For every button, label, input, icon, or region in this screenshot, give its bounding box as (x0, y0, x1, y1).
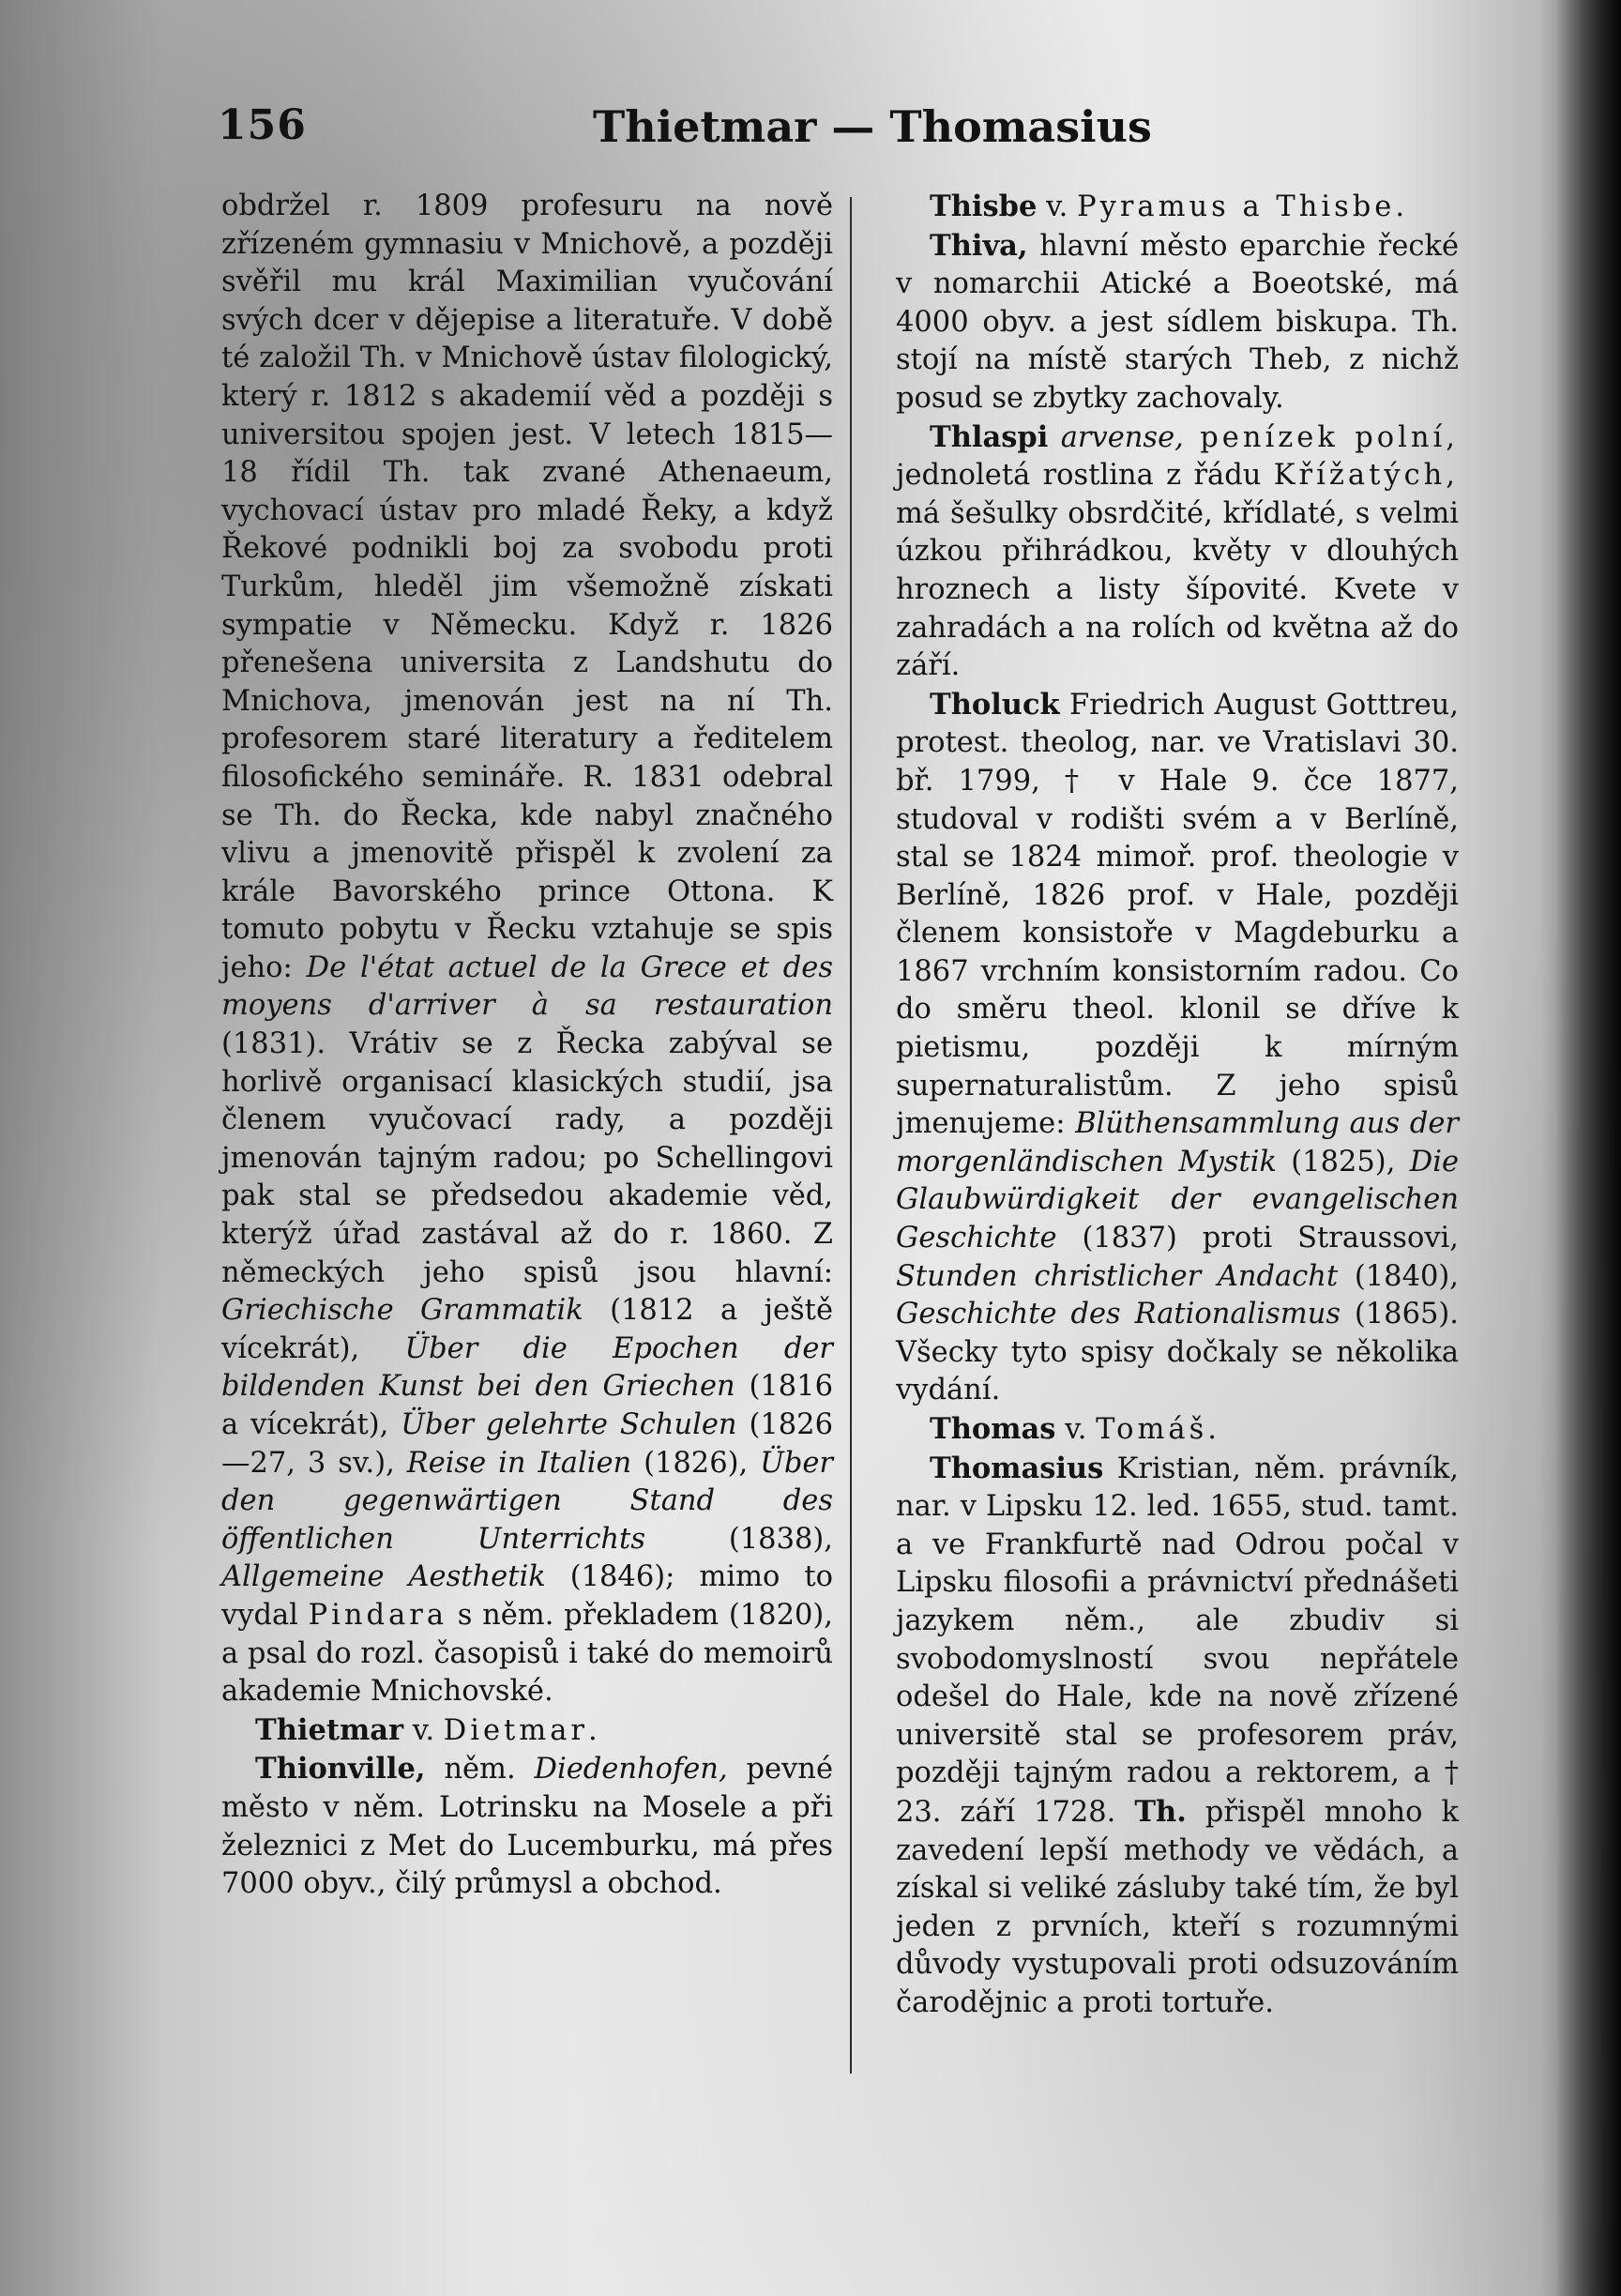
entry-text: má šešulky obsrdčité, křídlaté, s velmi úzkou přihrádkou, květy v dlouhých hroznech a listy šípovité. Kvete v zahradách a na rolích od května až do září. (896, 496, 1459, 683)
book-title: Über den gegenwärtigen Stand des öffentlichen Unterrichts (221, 1446, 833, 1556)
book-title: Blüthensammlung aus der morgenländischen Mystik (896, 1107, 1459, 1178)
entry-headword: Thomas (930, 1412, 1056, 1446)
spaced-name: penízek polní, (1183, 420, 1459, 454)
book-title: Über die Epochen der bildenden Kunst bei den Griechen (221, 1331, 833, 1404)
entry-thiva (896, 227, 1459, 418)
entry-text: jednoletá rostlina z řádu (896, 459, 1274, 493)
entry-text: hlavní město eparchie řecké v nomarchii Atické a Boeotské, má 4000 obyv. a jest sídlem biskupa. Th. stojí na místě starých Theb, z nichž posud se zbytky zachovaly. (896, 229, 1459, 415)
page-header (218, 101, 1156, 158)
right-column (896, 188, 1459, 2023)
entry-text: (1816 a vícekrát), (221, 1370, 833, 1441)
abbreviation: Th. (1134, 1794, 1187, 1829)
entry-text: . (1207, 1413, 1217, 1446)
entry-text: v. (403, 1713, 444, 1747)
entry-thiersch-continuation (221, 188, 833, 1711)
entry-text: pevné město v něm. Lotrinsku na Mosele a při železnici z Met do Lucemburku, má přes 7000 obyv., čilý průmysl a obchod. (221, 1753, 833, 1901)
entry-thlaspi (896, 418, 1459, 686)
cross-reference: Pyramus a Thisbe (1077, 190, 1396, 223)
cross-reference: Dietmar (443, 1713, 588, 1747)
column-divider (850, 197, 852, 2074)
entry-text: (1825), (1276, 1145, 1410, 1178)
entry-text: obdržel r. 1809 profesuru na nově zřízeném gymnasiu v Mnichově, a později svěřil mu král Maximilian vyučování svých dcer v dějepise a literatuře. V době té založil Th. v Mnichově ústav filologický, který r. 1812 s akademií věd a později s universitou spojen jest. V letech 1815—18 řídil Th. tak zvané Athenaeum, vychovací ústav pro mladé Řeky, a když Řekové podnikli boj za svobodu proti Turkům, hleděl jim všemožně získati sympatie v Německu. Když r. 1826 přenešena universita z Landshutu do Mnichova, jmenován jest na ní Th. profesorem staré literatury a ředitelem filosofického semináře. R. 1831 odebral se Th. do Řecka, kde nabyl značného vlivu a jmenovitě přispěl k zvolení za krále Bavorského prince Ottona. K tomuto pobytu v Řecku vztahuje se spis jeho: (221, 190, 833, 984)
entry-headword: Thionville, (255, 1752, 426, 1787)
entry-text: (1837) proti Straussovi, (1056, 1222, 1459, 1255)
book-title: Allgemeine Aesthetik (221, 1560, 546, 1594)
book-title: Geschichte des Rationalismus (896, 1298, 1341, 1331)
entry-thionville (221, 1750, 833, 1903)
entry-headword: Thlaspi (930, 419, 1049, 454)
page-number: 156 (218, 101, 307, 149)
book-title: De l'état actuel de la Grece et des moyens d'arriver à sa restauration (221, 950, 833, 1023)
italic-term: Diedenhofen, (534, 1753, 728, 1787)
entry-thietmar (221, 1711, 833, 1751)
entry-text: (1812 a ještě vícekrát), (221, 1294, 833, 1365)
book-title: Stunden christlicher Andacht (896, 1259, 1339, 1293)
entry-text: (1826), (631, 1446, 761, 1480)
entry-text: něm. (425, 1753, 535, 1787)
book-title: Reise in Italien (406, 1446, 632, 1480)
entry-text: (1826—27, 3 sv.), (221, 1408, 833, 1480)
entry-headword: Thisbe (930, 190, 1038, 223)
entry-text: (1865). Všecky tyto spisy dočkaly se několika vydání. (896, 1298, 1459, 1407)
entry-headword: Thomasius (930, 1451, 1104, 1485)
entry-text: (1840), (1338, 1259, 1459, 1293)
entry-text: Friedrich August Gotttreu, protest. theolog, nar. ve Vratislavi 30. bř. 1799, † v Hale 9. čce 1877, studoval v rodišti svém a v Berlíně, stal se 1824 mimoř. prof. theologie v Berlíně, 1826 prof. v Hale, později členem konsistoře v Magdeburku a 1867 vrchním konsistorním radou. Co do směru theol. klonil se dříve k pietismu, později k mírným supernaturalistům. Z jeho spisů jmenujeme: (896, 688, 1459, 1141)
italic-term: arvense, (1048, 420, 1184, 454)
entry-text: (1838), (644, 1522, 833, 1556)
entry-text: v. (1055, 1413, 1097, 1446)
entry-headword: Thietmar (255, 1712, 404, 1747)
entry-text: s něm. překladem (1820), a psal do rozl. časopisů i také do memoirů akademie Mnichovské. (221, 1598, 833, 1709)
cross-reference: Tomáš (1096, 1413, 1208, 1446)
entry-tholuck (896, 686, 1459, 1410)
book-title: Die Glaubwürdigkeit der evangelischen Geschichte (896, 1145, 1459, 1255)
entry-text: (1831). Vrátiv se z Řecka zabýval se horlivě organisací klasických studií, jsa členem vyučovací rady, a později jmenován tajným radou; po Schellingovi pak stal se předsedou akademie věd, kterýž úřad zastával až do r. 1860. Z německých jeho spisů jsou hlavní: (221, 1027, 833, 1289)
spaced-name: Křížatých, (1273, 459, 1459, 493)
entry-text: Kristian, něm. právník, nar. v Lipsku 12. led. 1655, stud. tamt. a ve Frankfurtě nad Odrou počal v Lipsku filosofii a právnictví přednášeti jazykem něm., ale zbudiv si svobodomyslností svou nepřátele odešel do Hale, kde na nově zřízené universitě stal se profesorem práv, později tajným radou a rektorem, a † 23. září 1728. (896, 1452, 1459, 1829)
entry-thomas (896, 1410, 1459, 1450)
entry-text: . (587, 1713, 598, 1747)
entry-text: . (1395, 190, 1405, 223)
spaced-name: Pindara (308, 1598, 448, 1632)
running-title: Thietmar — Thomasius (593, 101, 1152, 152)
entry-thisbe (896, 188, 1459, 227)
left-column (221, 188, 833, 1904)
book-title: Griechische Grammatik (221, 1294, 583, 1328)
entry-text: v. (1037, 190, 1078, 223)
entry-headword: Thiva, (930, 228, 1028, 263)
entry-thomasius (896, 1450, 1459, 2023)
entry-text: přispěl mnoho k zavedení lepší methody ve vědách, a získal si veliké zásluby také tím, že byl jeden z prvních, kteří s rozumnými důvody vystupovali proti odsuzováním čarodějnic a proti tortuře. (896, 1795, 1459, 2019)
entry-text: (1846); mimo to vydal (221, 1560, 833, 1632)
entry-headword: Tholuck (930, 687, 1060, 722)
book-title: Über gelehrte Schulen (401, 1408, 737, 1441)
